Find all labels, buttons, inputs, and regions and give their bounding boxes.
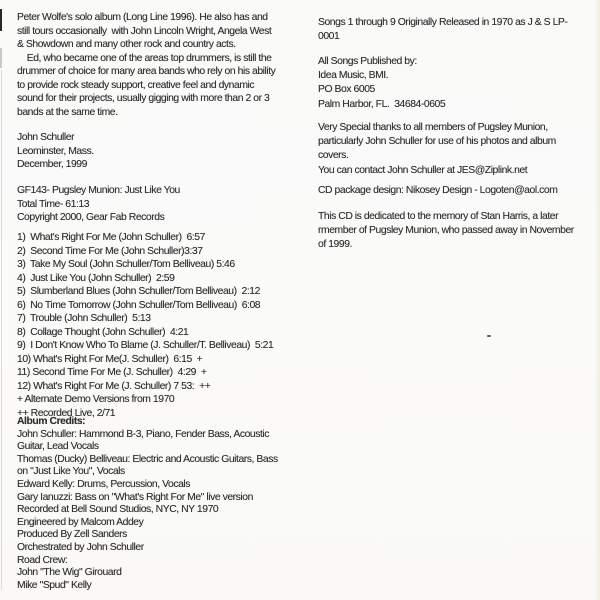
track-list-line: 11) Second Time For Me (J. Schuller) 4:29 + [17, 367, 207, 378]
text-line: Orchestrated by John Schuller [17, 541, 144, 553]
text-line: drummer of choice for many area bands who rely on his ability [17, 66, 276, 77]
text-line: rmember of Pugsley Munion, who passed away in November [318, 225, 574, 237]
scan-edge-mark [0, 48, 2, 68]
track-list-line: 9) I Don't Know Who To Blame (J. Schuller/T. Belliveau) 5:21 [17, 340, 274, 351]
text-line: Ed, who became one of the areas top drummers, is still the [17, 52, 272, 64]
author-signature [17, 131, 94, 172]
text-line: Very Special thanks to all members of Pugsley Munion, [318, 122, 548, 133]
track-list-line: 2) Second Time For Me (John Schuller)3:37 [17, 245, 203, 257]
album-credits-heading: Album Credits: [17, 416, 86, 427]
album-credits [17, 416, 278, 592]
text-line: Idea Music, BMI. [318, 70, 389, 82]
design-credit [318, 184, 557, 198]
text-line: Leominster, Mass. [17, 145, 94, 157]
text-line: GF143- Pugsley Munion: Just Like You [17, 185, 180, 196]
text-line: Guitar, Lead Vocals [17, 441, 99, 453]
scan-edge-line [1, 70, 2, 590]
original-release-note [318, 16, 567, 44]
publisher-info [318, 55, 445, 112]
text-line: Thomas (Ducky) Belliveau: Electric and Acoustic Guitars, Bass [17, 453, 278, 465]
intro-paragraph [17, 11, 275, 119]
text-line: You can contact John Schuller at JES@Ziplink.net [318, 164, 528, 176]
text-line: Edward Kelly: Drums, Percussion, Vocals [17, 478, 191, 490]
text-line: Peter Wolfe's solo album (Long Line 1996). He also has and [17, 12, 268, 23]
album-credits-lines [17, 429, 278, 593]
scan-speck [487, 335, 491, 337]
text-line: This CD is dedicated to the memory of Stan Harris, a later [318, 211, 559, 222]
text-line: on "Just Like You", Vocals [17, 466, 125, 478]
track-list-line: 8) Collage Thought (John Schuller) 4:21 [17, 326, 189, 338]
track-list-line: 3) Take My Soul (John Schuller/Tom Belliveau) 5:46 [17, 259, 235, 270]
text-line: of 1999. [318, 239, 352, 251]
track-list-line: 7) Trouble (John Schuller) 5:13 [17, 313, 151, 324]
track-list-line: 5) Slumberland Blues (John Schuller/Tom Belliveau) 2:12 [17, 286, 260, 297]
release-info [17, 184, 180, 225]
text-line: December, 1999 [17, 159, 87, 170]
text-line: Road Crew: [17, 554, 68, 566]
track-list [17, 231, 273, 420]
text-line: All Songs Published by: [318, 56, 417, 67]
thanks-note [318, 121, 556, 178]
text-line: Copyright 2000, Gear Fab Records [17, 212, 165, 223]
track-list-line: 12) What's Right For Me (J. Schuller) 7 53: ++ [17, 380, 211, 392]
scan-edge-mark [0, 9, 2, 31]
text-line: Songs 1 through 9 Originally Released in 1970 as J & S LP- [318, 17, 568, 28]
text-line: Produced By Zell Sanders [17, 529, 127, 541]
dedication [318, 210, 574, 253]
text-line: John Schuller: Hammond B-3, Piano, Fender Bass, Acoustic [17, 428, 270, 440]
text-line: covers. [318, 150, 349, 162]
track-list-line: 6) No Time Tomorrow (John Schuller/Tom Belliveau) 6:08 [17, 299, 261, 311]
track-list-line: 4) Just Like You (John Schuller) 2:59 [17, 272, 175, 284]
text-line: PO Box 6005 [318, 84, 375, 96]
text-line: 0001 [318, 31, 340, 43]
text-line: sound for their projects, usually gigging with more than 2 or 3 [17, 93, 270, 104]
text-line: to provide rock steady support, creative feel and dynamic [17, 79, 255, 91]
text-line: still tours occasionally with John Lincoln Wright, Angela West [17, 25, 272, 37]
text-line: Gary Ianuzzi: Bass on "What's Right For Me" live version [17, 491, 253, 503]
track-list-line: 1) What's Right For Me (John Schuller) 6:57 [17, 232, 205, 243]
text-line: bands at the same time. [17, 106, 118, 118]
text-line: Mike "Spud" Kelly [17, 579, 92, 591]
track-list-line: + Alternate Demo Versions from 1970 [17, 394, 175, 405]
text-line: & Showdown and many other rock and country acts. [17, 39, 236, 50]
text-line: John "The Wig" Girouard [17, 567, 122, 579]
text-line: Palm Harbor, FL. 34684-0605 [318, 98, 446, 110]
text-line: Recorded at Bell Sound Studios, NYC, NY 1970 [17, 504, 219, 516]
text-line: particularly John Schuller for use of his photos and album [318, 136, 556, 148]
text-line: Total Time- 61:13 [17, 198, 90, 210]
text-line: Engineered by Malcom Addey [17, 516, 144, 528]
track-list-line: ++ Recorded Live, 2/71 [17, 407, 116, 419]
track-list-line: 10) What's Right For Me(J. Schuller) 6:15 + [17, 353, 203, 365]
text-line: John Schuller [17, 132, 75, 143]
text-line: CD package design: Nikosey Design - Logoten@aol.com [318, 185, 558, 196]
scan-edge-tint [594, 0, 600, 600]
